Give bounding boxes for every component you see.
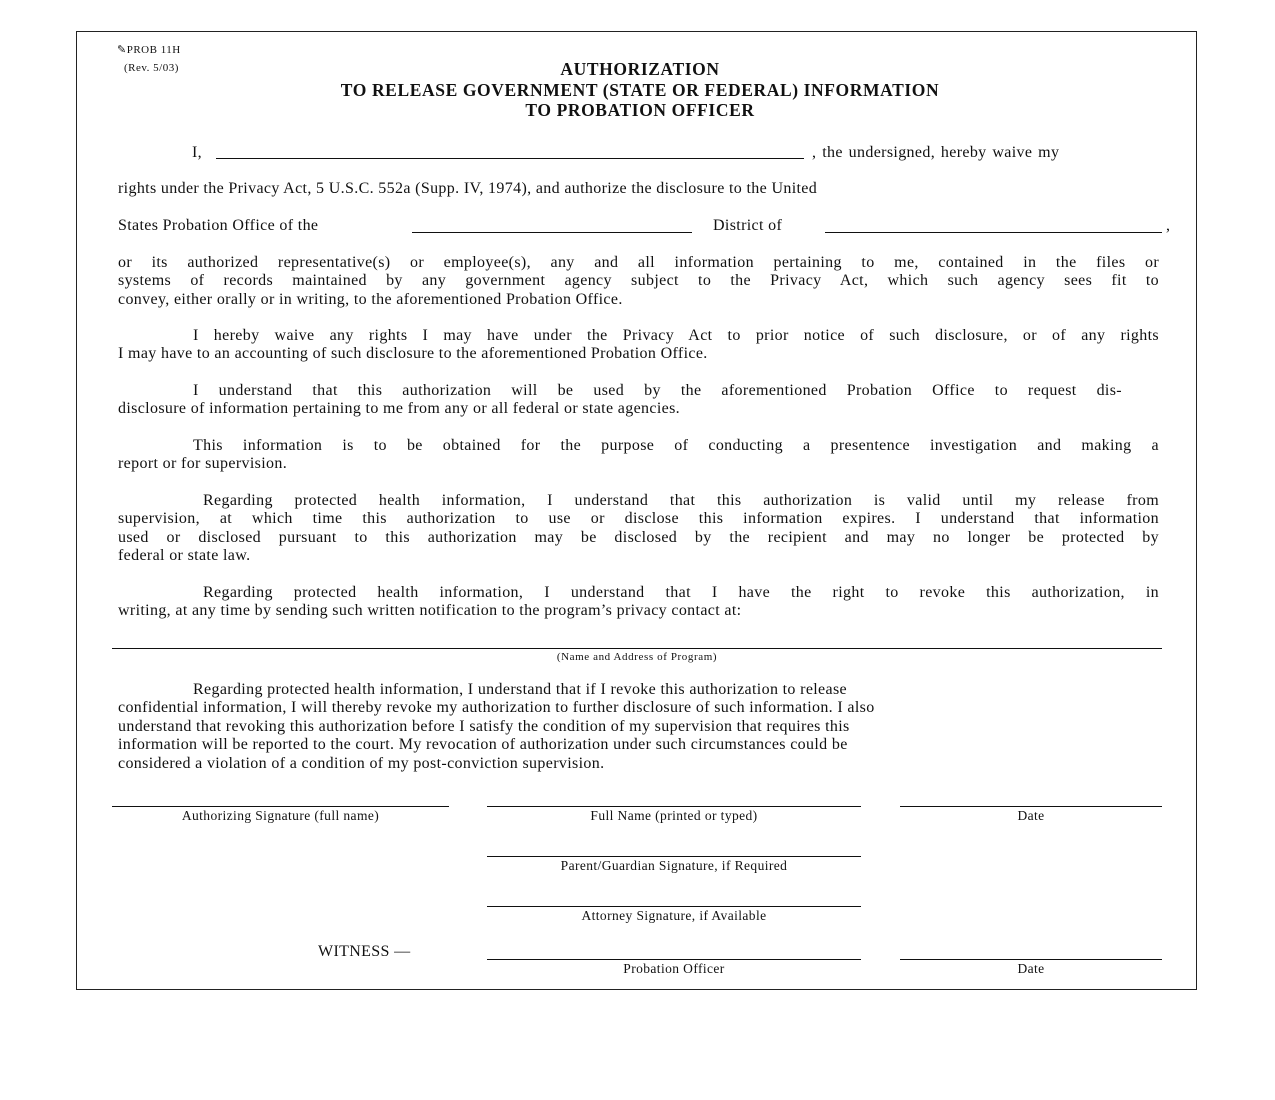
- paragraph-3: [118, 382, 1122, 419]
- paragraph-6-line: writing, at any time by sending such written notification to the program’s privacy contact at:: [118, 602, 742, 620]
- probation-office-blank-line[interactable]: [412, 232, 692, 233]
- intro-i-label: I,: [192, 144, 203, 161]
- date-line-2[interactable]: [900, 959, 1162, 960]
- full-name-line[interactable]: [487, 806, 861, 807]
- intro-line-3-prefix: States Probation Office of the: [118, 217, 319, 234]
- paragraph-7-line: confidential information, I will thereby revoke my authorization to further disclosure of such information. I also: [118, 699, 875, 717]
- attorney-signature-line[interactable]: [487, 906, 861, 907]
- name-blank-line[interactable]: [216, 158, 804, 159]
- paragraph-7: [118, 681, 1134, 773]
- district-blank-line[interactable]: [825, 232, 1162, 233]
- paragraph-4-line: This information is to be obtained for the purpose of conducting a presentence investigation and making a: [193, 437, 1159, 454]
- parent-guardian-caption: Parent/Guardian Signature, if Required: [560, 858, 788, 873]
- authorizing-signature-line[interactable]: [112, 806, 449, 807]
- form-revision: (Rev. 5/03): [124, 62, 179, 74]
- paragraph-1-line: systems of records maintained by any government agency subject to the Privacy Act, which such agency sees fit to: [118, 272, 1159, 290]
- attorney-caption: Attorney Signature, if Available: [581, 908, 767, 923]
- paragraph-5-line: used or disclosed pursuant to this authorization may be disclosed by the recipient and may no longer be protected by: [118, 528, 1159, 546]
- form-number: ✎PROB 11H: [117, 44, 181, 56]
- date-line-1[interactable]: [900, 806, 1162, 807]
- paragraph-5-line: supervision, at which time this authorization to use or disclose this information expires. I understand that information: [118, 510, 1159, 528]
- intro-after-name: , the undersigned, hereby waive my: [812, 144, 1060, 161]
- date-caption-1: Date: [1017, 808, 1045, 823]
- paragraph-1-line: convey, either orally or in writing, to the aforementioned Probation Office.: [118, 290, 623, 308]
- paragraph-3-line: I understand that this authorization will be used by the aforementioned Probation Office to request dis-: [193, 382, 1122, 399]
- form-title-line-3: TO PROBATION OFFICER: [525, 100, 755, 120]
- probation-officer-caption: Probation Officer: [623, 961, 725, 976]
- paragraph-6-line: Regarding protected health information, I understand that I have the right to revoke this authorization, in: [203, 584, 1159, 601]
- intro-line-2: rights under the Privacy Act, 5 U.S.C. 552a (Supp. IV, 1974), and authorize the disclosure to the United: [118, 180, 818, 197]
- witness-label: WITNESS —: [318, 943, 411, 960]
- paragraph-2-line: I may have to an accounting of such disclosure to the aforementioned Probation Office.: [118, 345, 708, 363]
- intro-line-3-suffix: ,: [1166, 217, 1171, 234]
- paragraph-1-line: or its authorized representative(s) or employee(s), any and all information pertaining to me, contained in the files or: [118, 254, 1159, 271]
- program-blank-line[interactable]: [112, 648, 1162, 649]
- paragraph-5-line: Regarding protected health information, I understand that this authorization is valid until my release from: [203, 492, 1159, 509]
- paragraph-7-line: understand that revoking this authorization before I satisfy the condition of my supervision that requires this: [118, 717, 850, 735]
- paragraph-6: [118, 584, 1159, 621]
- authorizing-signature-caption: Authorizing Signature (full name): [181, 808, 380, 823]
- parent-guardian-signature-line[interactable]: [487, 856, 861, 857]
- paragraph-7-line: Regarding protected health information, I understand that if I revoke this authorization to release: [193, 681, 847, 698]
- paragraph-5: [118, 492, 1159, 566]
- district-label: District of: [713, 217, 783, 234]
- paragraph-3-line: disclosure of information pertaining to me from any or all federal or state agencies.: [118, 400, 681, 418]
- program-caption: (Name and Address of Program): [556, 651, 718, 663]
- paragraph-2: [118, 327, 1159, 364]
- paragraph-5-line: federal or state law.: [118, 547, 251, 565]
- paragraph-1: [118, 254, 1159, 309]
- paragraph-2-line: I hereby waive any rights I may have under the Privacy Act to prior notice of such disclosure, or of any rights: [193, 327, 1159, 344]
- paragraph-4: [118, 437, 1159, 474]
- date-caption-2: Date: [1017, 961, 1045, 976]
- paragraph-4-line: report or for supervision.: [118, 455, 288, 473]
- probation-officer-signature-line[interactable]: [487, 959, 861, 960]
- form-title-line-2: TO RELEASE GOVERNMENT (STATE OR FEDERAL) INFORMATION: [340, 80, 940, 100]
- full-name-caption: Full Name (printed or typed): [590, 808, 758, 823]
- paragraph-7-line: considered a violation of a condition of my post-conviction supervision.: [118, 754, 605, 772]
- form-title-line-1: AUTHORIZATION: [560, 59, 720, 79]
- paragraph-7-line: information will be reported to the court. My revocation of authorization under such circumstances could be: [118, 736, 848, 754]
